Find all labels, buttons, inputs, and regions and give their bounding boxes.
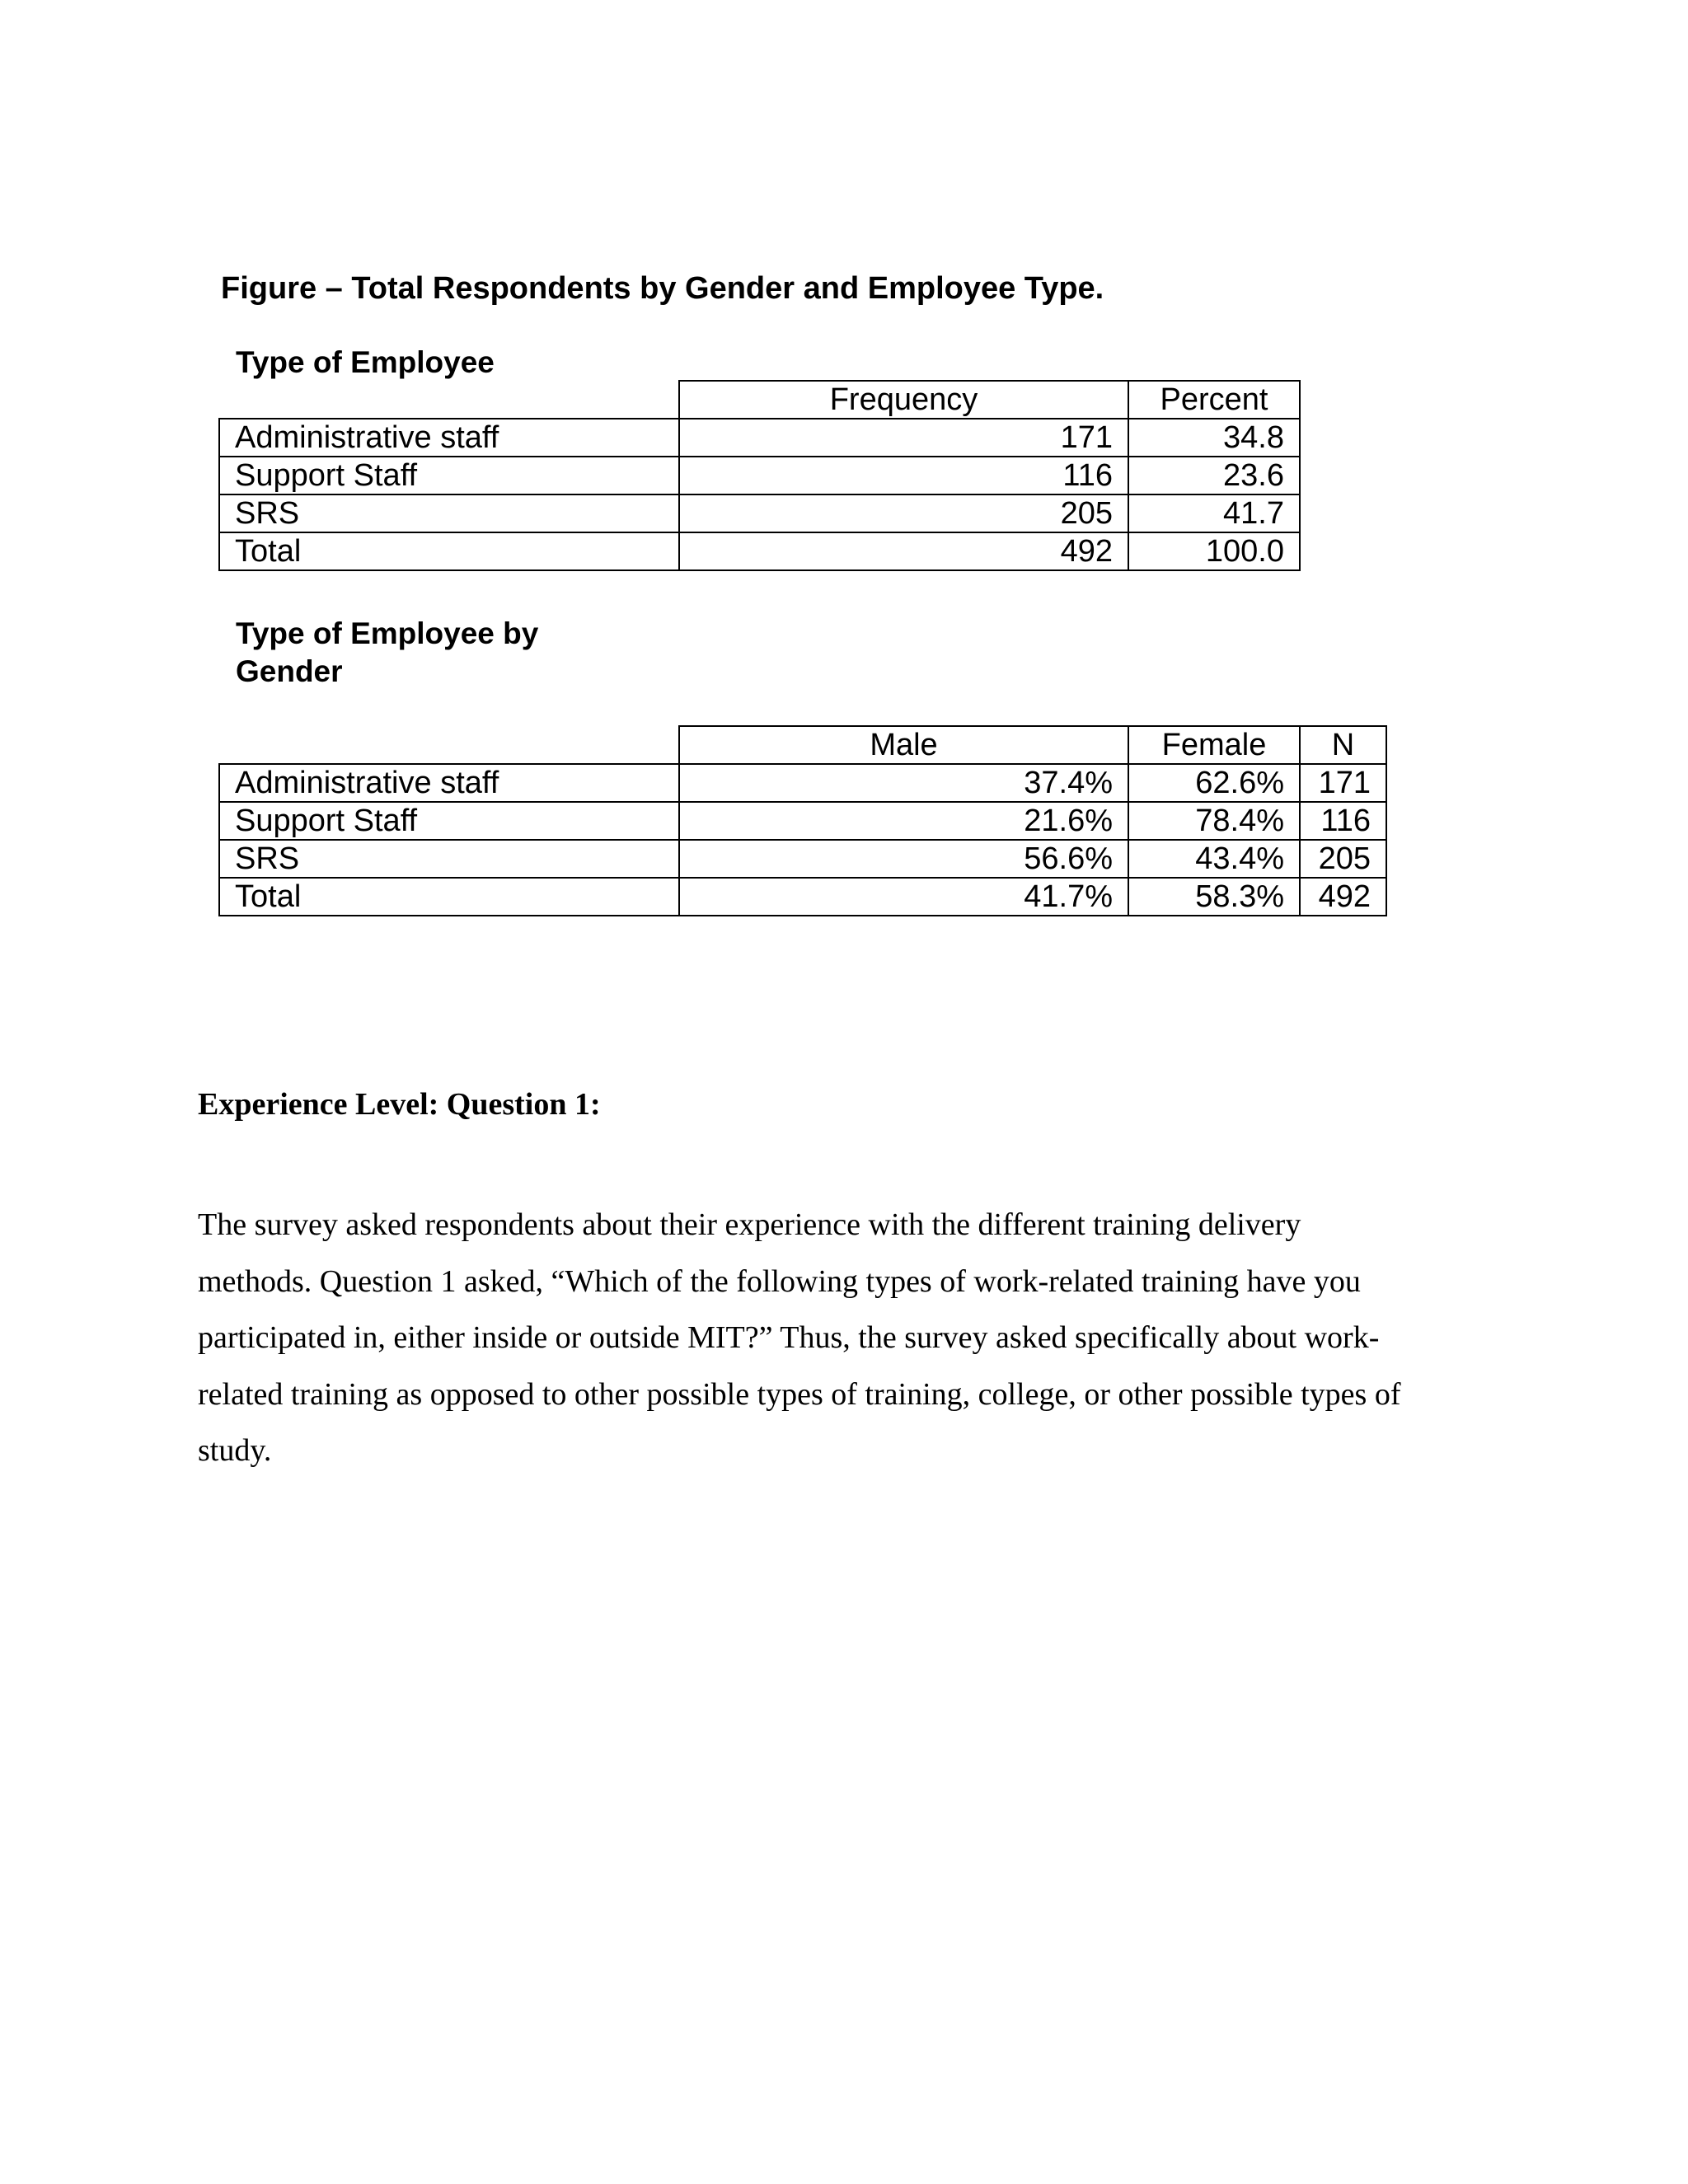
- column-header-percent: Percent: [1128, 381, 1300, 419]
- frequency-cell: 171: [679, 419, 1128, 457]
- female-cell: 43.4%: [1128, 840, 1300, 878]
- percent-cell: 41.7: [1128, 494, 1300, 532]
- male-cell: 37.4%: [679, 764, 1128, 802]
- female-cell: 62.6%: [1128, 764, 1300, 802]
- percent-cell: 100.0: [1128, 532, 1300, 570]
- table-row: [219, 494, 1300, 532]
- row-label: Administrative staff: [219, 764, 679, 802]
- row-label: Support Staff: [219, 802, 679, 840]
- male-cell: 56.6%: [679, 840, 1128, 878]
- table-row-total: [219, 878, 1386, 916]
- paragraph-line: methods. Question 1 asked, “Which of the following types of work-related training have you: [198, 1263, 1361, 1299]
- female-cell: 78.4%: [1128, 802, 1300, 840]
- male-cell: 21.6%: [679, 802, 1128, 840]
- row-label: Support Staff: [219, 457, 679, 494]
- table-caption-employee-by-gender: [236, 615, 538, 691]
- table-corner-cell: [219, 726, 679, 764]
- table-row: [219, 840, 1386, 878]
- male-cell: 41.7%: [679, 878, 1128, 916]
- column-header-frequency: Frequency: [679, 381, 1128, 419]
- percent-cell: 23.6: [1128, 457, 1300, 494]
- n-cell: 205: [1300, 840, 1386, 878]
- frequency-cell: 492: [679, 532, 1128, 570]
- row-label: Total: [219, 878, 679, 916]
- n-cell: 116: [1300, 802, 1386, 840]
- table-corner-cell: [219, 381, 679, 419]
- table-row: [219, 419, 1300, 457]
- row-label: SRS: [219, 494, 679, 532]
- n-cell: 171: [1300, 764, 1386, 802]
- row-label: Total: [219, 532, 679, 570]
- row-label: SRS: [219, 840, 679, 878]
- table-header-row: [219, 381, 1300, 419]
- column-header-n: N: [1300, 726, 1386, 764]
- table-header-row: [219, 726, 1386, 764]
- table-caption-employee-type: Type of Employee: [236, 345, 495, 379]
- employee-by-gender-table: [218, 725, 1387, 916]
- paragraph-line: related training as opposed to other possible types of training, college, or other possible types of: [198, 1376, 1401, 1412]
- column-header-female: Female: [1128, 726, 1300, 764]
- n-cell: 492: [1300, 878, 1386, 916]
- employee-type-table: [218, 380, 1301, 571]
- paragraph-line: study.: [198, 1433, 272, 1468]
- figure-title: Figure – Total Respondents by Gender and Employee Type.: [221, 271, 1104, 306]
- frequency-cell: 205: [679, 494, 1128, 532]
- table-row-total: [219, 532, 1300, 570]
- table-row: [219, 764, 1386, 802]
- body-paragraph: [198, 1197, 1467, 1479]
- percent-cell: 34.8: [1128, 419, 1300, 457]
- column-header-male: Male: [679, 726, 1128, 764]
- caption-line: Type of Employee by: [236, 616, 539, 650]
- table-row: [219, 457, 1300, 494]
- paragraph-line: The survey asked respondents about their experience with the different training delivery: [198, 1207, 1301, 1242]
- table-row: [219, 802, 1386, 840]
- row-label: Administrative staff: [219, 419, 679, 457]
- frequency-cell: 116: [679, 457, 1128, 494]
- female-cell: 58.3%: [1128, 878, 1300, 916]
- caption-line: Gender: [236, 654, 343, 688]
- paragraph-line: participated in, either inside or outside MIT?” Thus, the survey asked specifically about work-: [198, 1320, 1380, 1355]
- section-heading: Experience Level: Question 1:: [198, 1087, 601, 1122]
